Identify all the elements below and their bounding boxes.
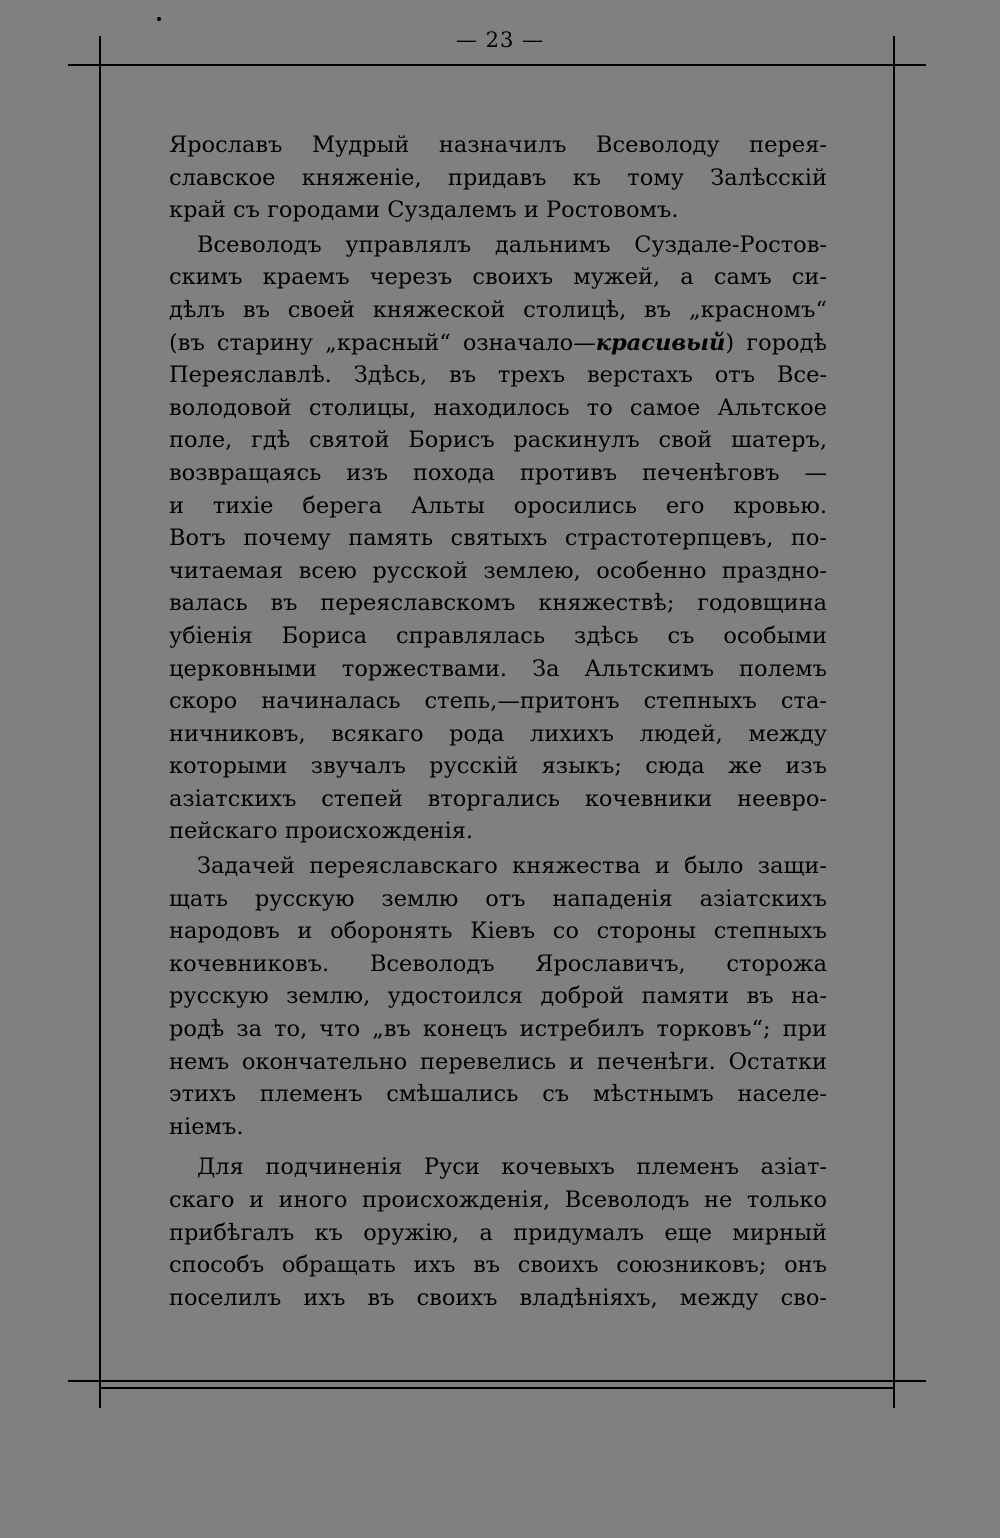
text-line: щать русскую землю отъ нападенія азіатскихъ [169, 885, 827, 912]
text-line: церковными торжествами. За Альтскимъ полемъ [169, 655, 827, 682]
text-line: скоро начиналась степь,—притонъ степныхъ ста- [169, 688, 827, 715]
text-line: народовъ и оборонять Кіевъ со стороны степныхъ [169, 918, 827, 945]
text-line: которыми звучалъ русскій языкъ; сюда же изъ [169, 753, 827, 780]
text-line: поселилъ ихъ въ своихъ владѣніяхъ, между сво- [169, 1284, 827, 1311]
text-line: ніемъ. [169, 1113, 244, 1140]
paragraph [169, 229, 827, 848]
text-line: Для подчиненія Руси кочевыхъ племенъ азіат- [197, 1154, 827, 1181]
body-text [169, 129, 827, 1314]
text-line: пейскаго происхожденія. [169, 818, 474, 845]
text-line: читаемая всею русской землею, особенно праздно- [169, 557, 827, 584]
paragraph [169, 129, 827, 227]
bottom-rule-upper [68, 1380, 926, 1382]
text-line: способъ обращать ихъ въ своихъ союзниковъ; онъ [169, 1252, 827, 1279]
paragraph [169, 850, 827, 1143]
text-line: славское княженіе, придавъ къ тому Залѣсскій [169, 164, 827, 191]
text-line: поле, гдѣ святой Борисъ раскинулъ свой шатеръ, [169, 427, 827, 454]
text-fragment: (въ старину „красный“ означало— [169, 329, 596, 356]
paragraph [169, 1151, 827, 1314]
text-line [169, 327, 827, 360]
text-line: ничниковъ, всякаго рода лихихъ людей, между [169, 720, 827, 747]
text-line: край съ городами Суздалемъ и Ростовомъ. [169, 197, 679, 224]
text-line: родѣ за то, что „въ конецъ истребилъ торковъ“; при [169, 1016, 827, 1043]
text-line: и тихіе берега Альты оросились его кровью. [169, 492, 827, 519]
page-number: — 23 — [455, 28, 545, 52]
text-line: Всеволодъ управлялъ дальнимъ Суздале-Ростов- [197, 231, 827, 258]
text-line: убіенія Бориса справлялась здѣсь съ особыми [169, 622, 827, 649]
text-line: скаго и иного происхожденія, Всеволодъ не только [169, 1187, 827, 1213]
text-line: володовой столицы, находилось то самое Альтское [169, 394, 827, 421]
text-line: немъ окончательно перевелись и печенѣги. Остатки [169, 1048, 827, 1075]
emphasis-word: красивый [595, 329, 726, 356]
text-line: скимъ краемъ черезъ своихъ мужей, а самъ си- [169, 264, 827, 291]
text-line: этихъ племенъ смѣшались съ мѣстнымъ населе- [169, 1081, 827, 1108]
text-line: русскую землю, удостоился доброй памяти въ на- [169, 983, 827, 1010]
ink-speck [157, 17, 161, 21]
text-line: кочевниковъ. Всеволодъ Ярославичъ, сторожа [169, 950, 827, 977]
text-fragment: ) городѣ [725, 329, 827, 356]
text-line: Вотъ почему память святыхъ страстотерпцевъ, по- [169, 525, 827, 552]
text-line: Ярославъ Мудрый назначилъ Всеволоду перея- [169, 132, 827, 158]
text-line: возвращаясь изъ похода противъ печенѣговъ — [169, 459, 827, 486]
text-line: Задачей переяславскаго княжества и было защи- [197, 853, 827, 880]
left-rule [99, 36, 101, 1408]
text-line: прибѣгалъ къ оружію, а придумалъ еще мирный [169, 1219, 827, 1246]
text-line: Переяславлѣ. Здѣсь, въ трехъ верстахъ отъ Все- [169, 362, 827, 389]
top-rule [68, 64, 926, 66]
right-rule [893, 36, 895, 1408]
text-line: валась въ переяславскомъ княжествѣ; годовщина [169, 590, 827, 617]
text-line: азіатскихъ степей вторгались кочевники неевро- [169, 785, 827, 812]
bottom-rule-lower [100, 1387, 894, 1389]
text-line: дѣлъ въ своей княжеской столицѣ, въ „красномъ“ [169, 296, 827, 323]
